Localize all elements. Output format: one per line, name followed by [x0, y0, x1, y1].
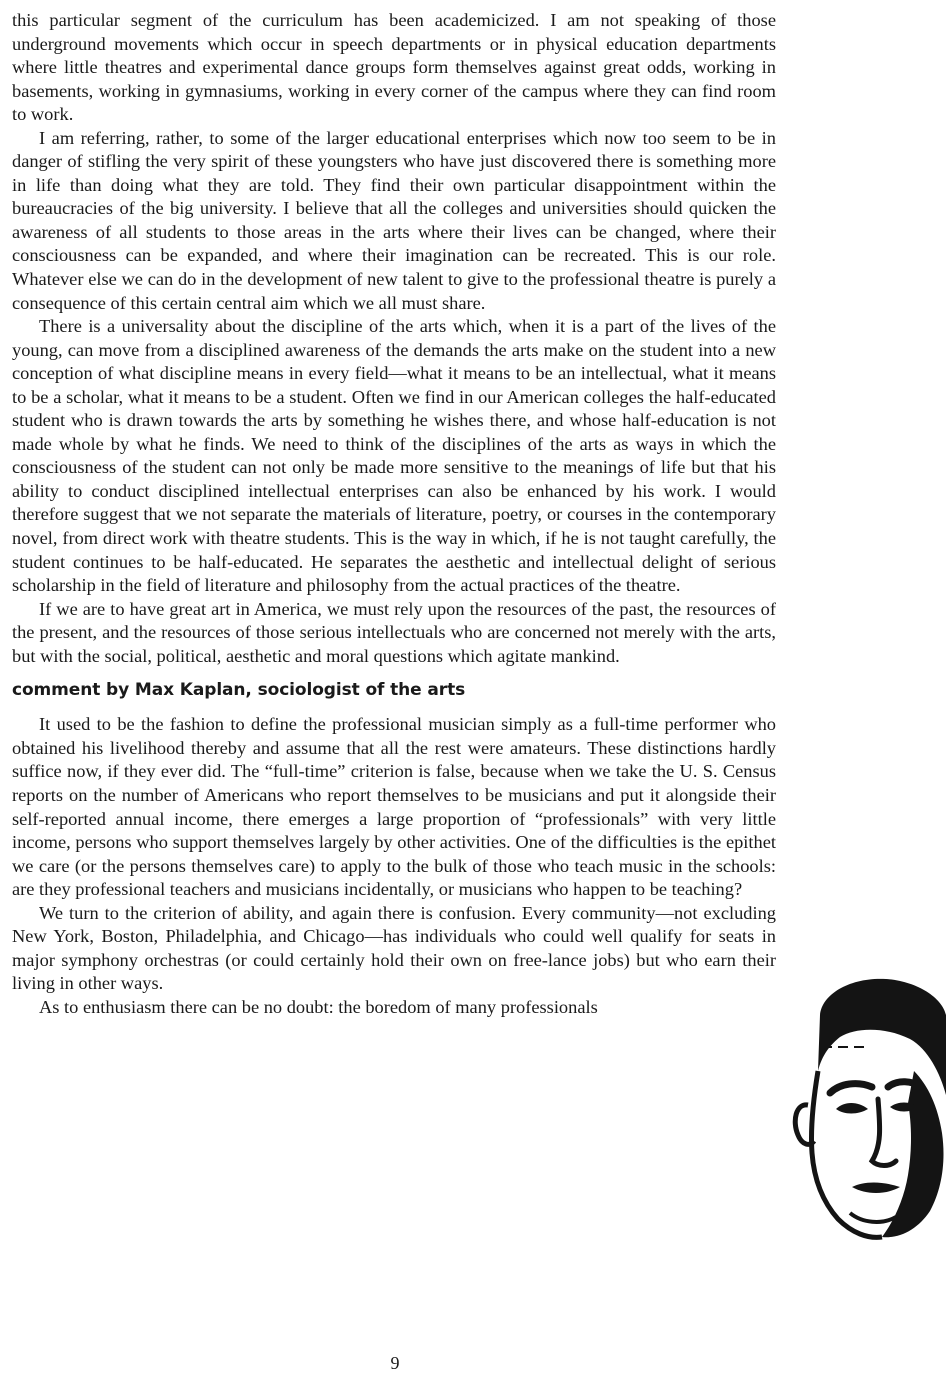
- page-body: [12, 9, 776, 1019]
- paragraph-continued: this particular segment of the curriculum has been academicized. I am not speaking of those underground movements which occur in speech departments or in physical education departments where little theatres and experimental dance groups form themselves against great odds, working in basements, working in gymnasiums, working in every corner of the campus where they can find room to work.: [12, 10, 776, 125]
- portrait-chin: [850, 1213, 896, 1222]
- paragraph-professional-musician: It used to be the fashion to define the professional musician simply as a full-time performer who obtained his livelihood thereby and assume that all the rest were amateurs. These distinctions hardly suffice now, if they ever did. The “full-time” criterion is false, because when we take the U. S. Census reports on the number of Americans who report themselves to be musicians and put it alongside their self-reported annual income, there emerges a large proportion of “professionals” with very little income, persons who support themselves largely by other activities. One of the difficulties is the epithet we care (or the persons themselves care) to apply to the bulk of those who teach music in the schools: are they professional teachers and musicians incidentally, or musicians who happen to be teaching?: [12, 714, 776, 900]
- paragraph-criterion-ability: We turn to the criterion of ability, and again there is confusion. Every community—not excluding New York, Boston, Philadelphia, and Chicago—has individuals who could well qualify for seats in major symphony orchestras (or could certainly hold their own on free-lance jobs) but who earn their living in other ways.: [12, 902, 776, 994]
- portrait-mouth: [852, 1183, 900, 1194]
- page-number: 9: [390, 1353, 400, 1373]
- portrait-left-eye: [836, 1103, 868, 1114]
- paragraph-universality: There is a universality about the discipline of the arts which, when it is a part of the lives of the young, can move from a disciplined awareness of the demands the arts make on the student into a new conception of what discipline means in every field—what it means to be an intellectual, what it means to be a scholar, what it means to be a student. Often we find in our American colleges the half-educated student who is drawn towards the arts by something he wishes there, and whose half-education is not made whole by what he finds. We need to think of the disciplines of the arts as ways in which the consciousness of the student can not only be made more sensitive to the meanings of life but that his ability to conduct disciplined intellectual enterprises can also be enhanced by his work. I would therefore suggest that we not separate the materials of literature, poetry, or courses in the contemporary novel, from direct work with theatre students. This is the way in which, if he is not taught carefully, the student continues to be half-educated. He separates the aesthetic and intellectual delight of serious scholarship in the field of literature and philosophy from the actual practices of the theatre.: [12, 316, 776, 596]
- portrait-hair: [818, 979, 946, 1095]
- comment-heading: comment by Max Kaplan, sociologist of the arts: [12, 680, 466, 701]
- paragraph-enthusiasm: As to enthusiasm there can be no doubt: the boredom of many professionals: [39, 996, 598, 1017]
- portrait-face-shadow: [882, 1071, 944, 1237]
- paragraph-great-art: If we are to have great art in America, we must rely upon the resources of the past, the resources of the present, and the resources of those serious intellectuals who are concerned not merely with the arts, but with the social, political, aesthetic and moral questions which agitate mankind.: [12, 598, 776, 666]
- portrait-right-brow: [888, 1082, 922, 1087]
- portrait-nose: [872, 1099, 896, 1166]
- portrait-left-brow: [830, 1084, 872, 1093]
- paragraph-referring: I am referring, rather, to some of the larger educational enterprises which now too seem to be in danger of stifling the very spirit of these youngsters who have just discovered there is something more in life than doing what they are told. They find their own particular disappointment within the bureaucracies of the big university. I believe that all the colleges and universities should quicken the awareness of all students to those areas in the arts where their lives can be changed, where their consciousness can be expanded, and where their imagination can be recreated. This is our role. Whatever else we can do in the development of new talent to give to the professional theatre is purely a consequence of this certain central aim which we all must share.: [12, 127, 776, 313]
- portrait-illustration: [782, 975, 946, 1247]
- portrait-face-left: [811, 1071, 882, 1237]
